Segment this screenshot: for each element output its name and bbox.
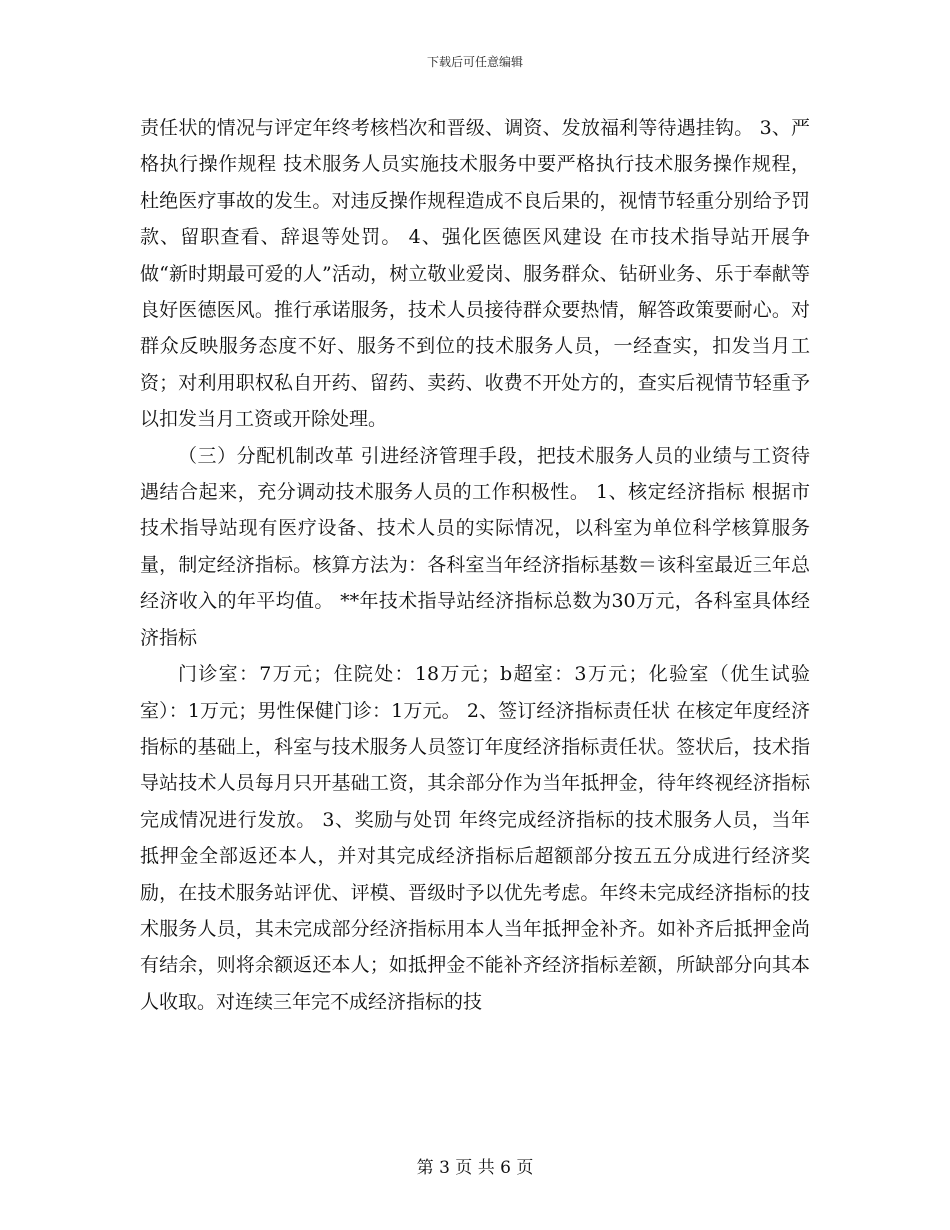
page-number: 第 3 页 共 6 页 [416,1158,534,1178]
paragraph-2: （三）分配机制改革 引进经济管理手段，把技术服务人员的业绩与工资待遇结合起来，充分调动技术服务人员的工作积极性。 1、核定经济指标 根据市技术指导站现有医疗设备、技术人员的实际情况，以科室为单位科学核算服务量，制定经济指标。核算方法为：各科室当年经济指标基数＝该科室最近三年总经济收入的年平均值。 **年技术指导站经济指标总数为30万元，各科室具体经济指标 [140,444,810,649]
paragraph-3: 门诊室：7万元；住院处：18万元；b超室：3万元；化验室（优生试验室）：1万元；男性保健门诊：1万元。 2、签订经济指标责任状 在核定年度经济指标的基础上，科室与技术服务人员签订年度经济指标责任状。签状后，技术指导站技术人员每月只开基础工资，其余部分作为当年抵押金，待年终视经济指标完成情况进行发放。 3、奖励与处罚 年终完成经济指标的技术服务人员，当年抵押金全部返还本人，并对其完成经济指标后超额部分按五五分成进行经济奖励，在技术服务站评优、评模、晋级时予以优先考虑。年终未完成经济指标的技术服务人员，其未完成部分经济指标用本人当年抵押金补齐。如补齐后抵押金尚有结余，则将余额返还本人；如抵押金不能补齐经济指标差额，所缺部分向其本人收取。对连续三年完不成经济指标的技 [140,663,810,1013]
document-body [140,110,810,1020]
paragraph-1: 责任状的情况与评定年终考核档次和晋级、调资、发放福利等待遇挂钩。 3、严格执行操作规程 技术服务人员实施技术服务中要严格执行技术服务操作规程，杜绝医疗事故的发生。对违反操作规程造成不良后果的，视情节轻重分别给予罚款、留职查看、辞退等处罚。 4、强化医德医风建设 在市技术指导站开展争做“新时期最可爱的人”活动，树立敬业爱岗、服务群众、钻研业务、乐于奉献等良好医德医风。推行承诺服务，技术人员接待群众要热情，解答政策要耐心。对群众反映服务态度不好、服务不到位的技术服务人员，一经查实，扣发当月工资；对利用职权私自开药、留药、卖药、收费不开处方的，查实后视情节轻重予以扣发当月工资或开除处理。 [140,117,810,431]
page-header: 下载后可任意编辑 [426,55,523,69]
